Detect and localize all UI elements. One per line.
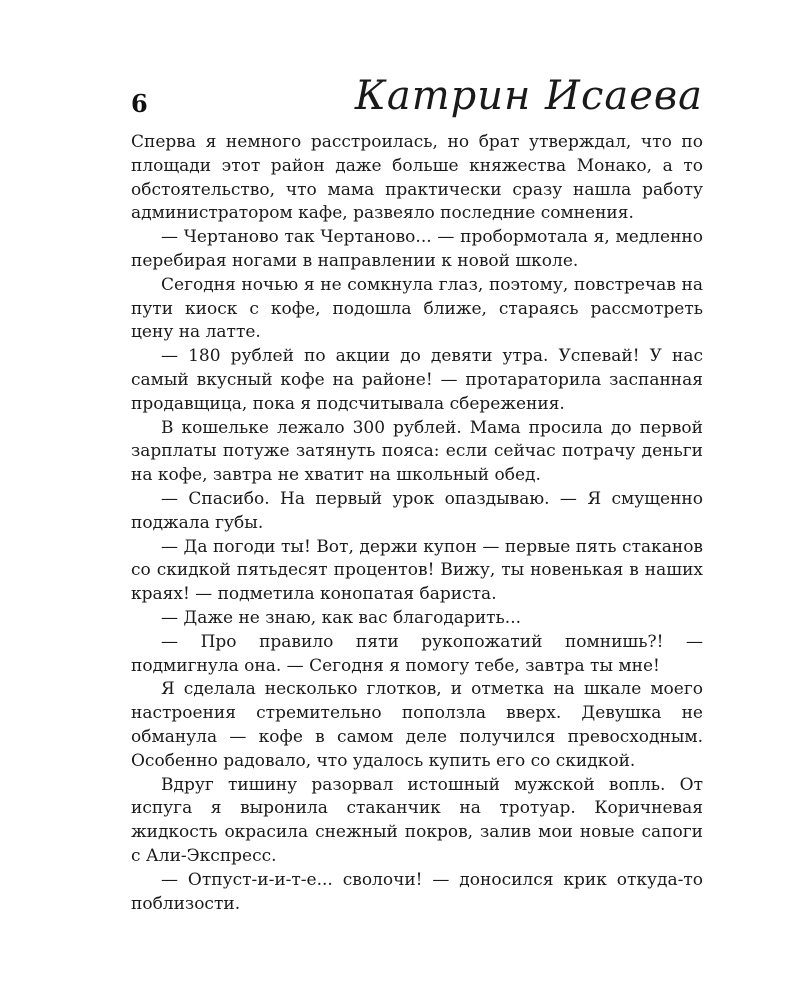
author-name: Катрин Исаева [354,73,703,119]
paragraph: — Даже не знаю, как вас благодарить... [161,607,522,628]
page-number: 6 [131,89,148,118]
paragraph: — 180 рублей по акции до девяти утра. Успевай! У нас самый вкусный кофе на районе! — протараторила заспанная продавщица, пока я подсчитывала сбережения. [131,346,703,414]
body-text [131,131,703,916]
paragraph: Вдруг тишину разорвал истошный мужской вопль. От испуга я выронила стаканчик на тротуар. Коричневая жидкость окрасила снежный покров, залив мои новые сапоги с Али-Экспресс. [131,774,703,866]
running-header [131,72,703,124]
paragraph: — Отпуст-и-и-т-е... сволочи! — доносился крик откуда-то поблизости. [131,869,703,914]
paragraph: — Чертаново так Чертаново... — пробормотала я, медленно перебирая ногами в направлении к новой школе. [131,227,703,271]
paragraph: — Спасибо. На первый урок опаздываю. — Я смущенно поджала губы. [131,488,703,533]
paragraph: — Про правило пяти рукопожатий помнишь?! — подмигнула она. — Сегодня я помогу тебе, завтра ты мне! [131,631,703,676]
paragraph: Я сделала несколько глотков, и отметка на шкале моего настроения стремительно поползла вверх. Девушка не обманула — кофе в самом деле получился превосходным. Особенно радовало, что удалось купить его со скидкой. [131,679,703,771]
paragraph: Сперва я немного расстроилась, но брат утверждал, что по площади этот район даже больше княжества Монако, а то обстоятельство, что мама практически сразу нашла работу администратором кафе, развеяло последние сомнения. [131,132,703,224]
paragraph: Сегодня ночью я не сомкнула глаз, поэтому, повстречав на пути киоск с кофе, подошла ближе, стараясь рассмотреть цену на латте. [131,274,703,343]
paragraph: — Да погоди ты! Вот, держи купон — первые пять стаканов со скидкой пятьдесят процентов! Вижу, ты новенькая в наших краях! — подметила конопатая бариста. [131,536,703,605]
paragraph: В кошельке лежало 300 рублей. Мама просила до первой зарплаты потуже затянуть пояса: если сейчас потрачу деньги на кофе, завтра не хватит на школьный обед. [131,417,703,486]
